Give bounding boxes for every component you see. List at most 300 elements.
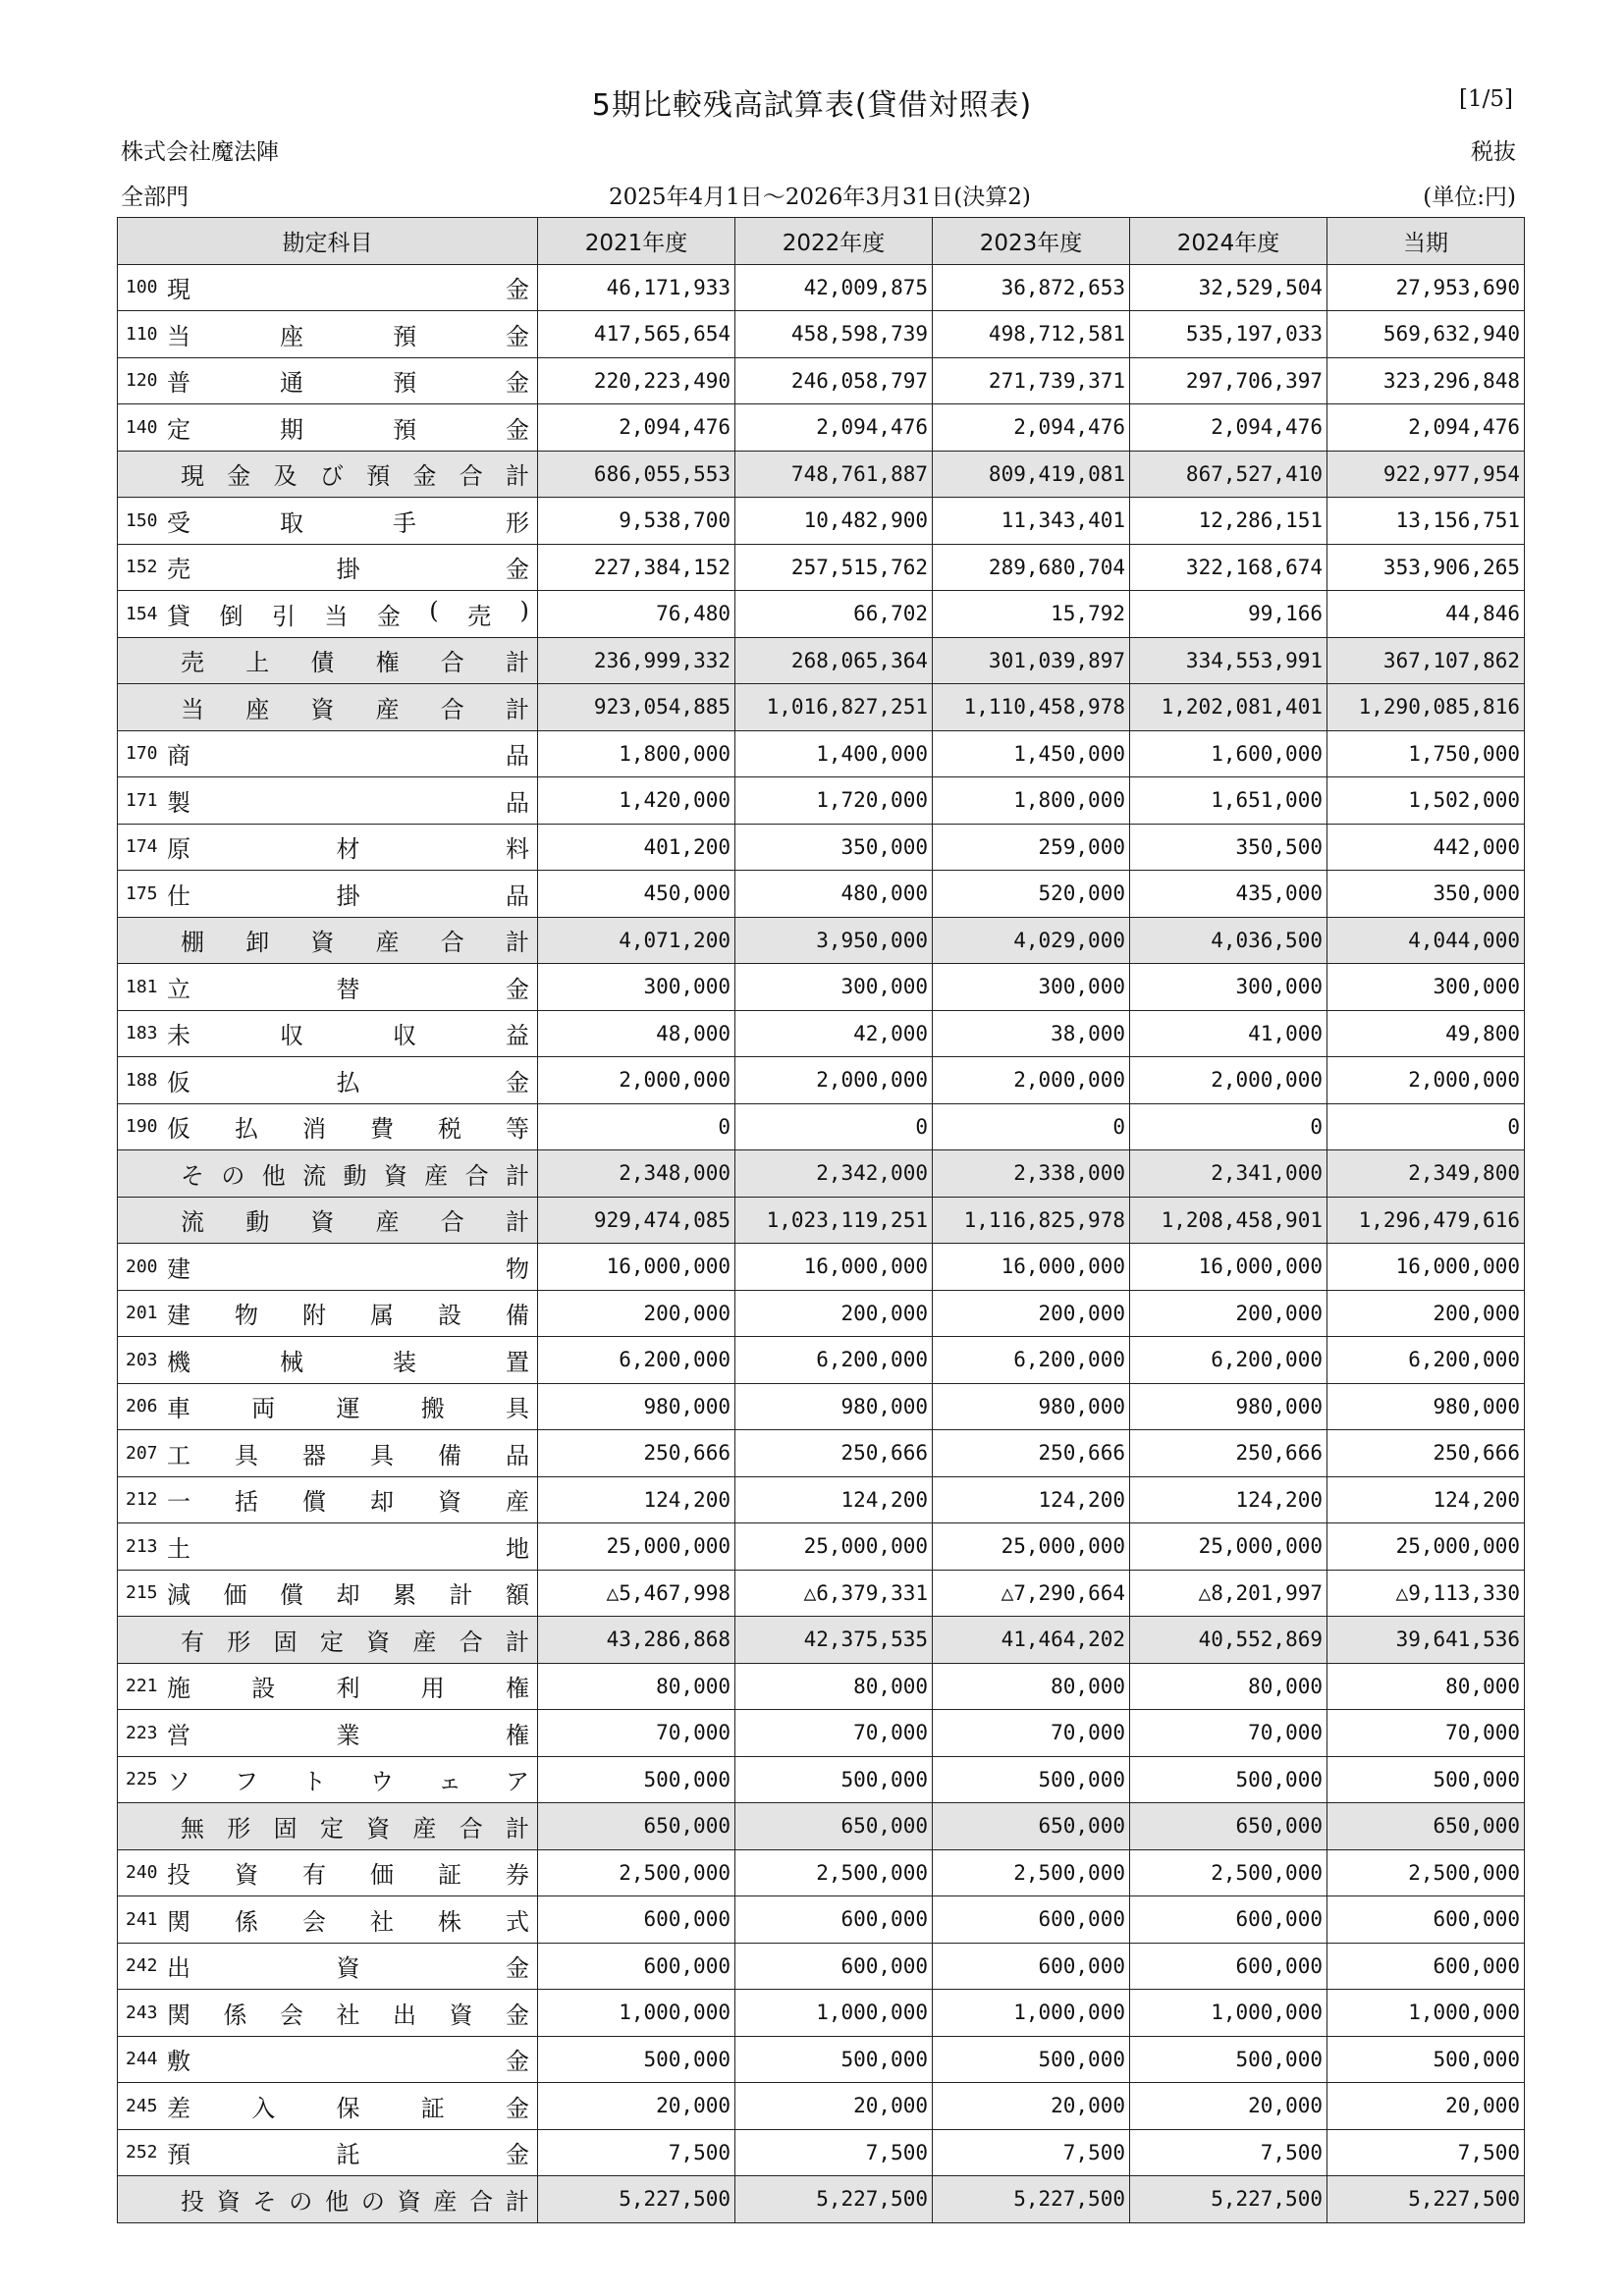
amount-cell: 5,227,500 [1327, 2176, 1525, 2223]
amount-cell: 0 [1327, 1103, 1525, 1150]
amount-cell: 27,953,690 [1327, 264, 1525, 311]
amount-cell: 80,000 [933, 1663, 1130, 1710]
account-name: 営 業 権 [167, 1721, 529, 1749]
account-code: 200 [126, 1255, 158, 1277]
currency-unit: (単位:円) [1423, 185, 1516, 210]
amount-cell: 2,000,000 [735, 1057, 933, 1104]
amount-cell: 500,000 [933, 1756, 1130, 1803]
account-cell [118, 2036, 538, 2083]
amount-cell: 6,200,000 [735, 1337, 933, 1384]
amount-cell: 1,296,479,616 [1327, 1197, 1525, 1244]
account-code: 240 [126, 1862, 158, 1884]
amount-cell: 322,168,674 [1130, 544, 1327, 591]
amount-cell: 25,000,000 [538, 1523, 735, 1571]
account-cell [118, 824, 538, 871]
table-row [118, 2129, 1525, 2176]
amount-cell: 353,906,265 [1327, 544, 1525, 591]
account-name: 関 係 会 社 出 資 金 [167, 2001, 529, 2029]
amount-cell: 2,000,000 [538, 1057, 735, 1104]
account-code: 203 [126, 1349, 158, 1370]
account-code: 110 [126, 323, 158, 345]
amount-cell: 500,000 [735, 1756, 933, 1803]
table-row [118, 1244, 1525, 1291]
amount-cell: 650,000 [933, 1803, 1130, 1850]
amount-cell: 2,500,000 [735, 1849, 933, 1896]
account-cell [118, 2129, 538, 2176]
account-code: 175 [126, 882, 158, 904]
amount-cell: 650,000 [735, 1803, 933, 1850]
amount-cell: 10,482,900 [735, 498, 933, 545]
report-title: 5期比較残高試算表(貸借対照表) [591, 88, 1033, 123]
account-name: 無 形 固 定 資 産 合 計 [181, 1814, 529, 1842]
amount-cell: 980,000 [1130, 1383, 1327, 1430]
amount-cell: 220,223,490 [538, 357, 735, 404]
amount-cell: 250,666 [538, 1430, 735, 1477]
column-header-2024: 2024年度 [1130, 218, 1327, 265]
account-cell [118, 1803, 538, 1850]
account-code: 170 [126, 743, 158, 765]
amount-cell: 42,375,535 [735, 1617, 933, 1664]
amount-cell: 1,290,085,816 [1327, 684, 1525, 731]
amount-cell: 300,000 [1327, 964, 1525, 1011]
amount-cell: 48,000 [538, 1010, 735, 1057]
amount-cell: 1,023,119,251 [735, 1197, 933, 1244]
account-cell [118, 871, 538, 918]
account-name: 車 両 運 搬 具 [167, 1395, 529, 1423]
amount-cell: △7,290,664 [933, 1570, 1130, 1617]
amount-cell: 600,000 [1327, 1943, 1525, 1990]
account-name: 受 取 手 形 [167, 508, 529, 537]
account-code: 212 [126, 1489, 158, 1511]
subtotal-row [118, 917, 1525, 964]
amount-cell: 2,094,476 [538, 404, 735, 452]
account-name: 立 替 金 [167, 975, 529, 1003]
account-cell [118, 637, 538, 684]
amount-cell: 6,200,000 [933, 1337, 1130, 1384]
column-header-2021: 2021年度 [538, 218, 735, 265]
amount-cell: 980,000 [933, 1383, 1130, 1430]
account-name: 施 設 利 用 権 [167, 1675, 529, 1703]
account-cell [118, 1383, 538, 1430]
amount-cell: 1,016,827,251 [735, 684, 933, 731]
table-row [118, 1383, 1525, 1430]
account-cell [118, 2083, 538, 2130]
account-cell [118, 264, 538, 311]
table-row [118, 1849, 1525, 1896]
table-row [118, 964, 1525, 1011]
amount-cell: 25,000,000 [1130, 1523, 1327, 1571]
column-header-2023: 2023年度 [933, 218, 1130, 265]
column-header-account: 勘定科目 [118, 218, 538, 265]
amount-cell: 2,500,000 [1327, 1849, 1525, 1896]
amount-cell: 5,227,500 [538, 2176, 735, 2223]
amount-cell: 0 [538, 1103, 735, 1150]
amount-cell: 32,529,504 [1130, 264, 1327, 311]
amount-cell: 600,000 [538, 1943, 735, 1990]
amount-cell: 7,500 [735, 2129, 933, 2176]
subtotal-row [118, 684, 1525, 731]
account-code: 154 [126, 603, 158, 624]
amount-cell: 600,000 [735, 1896, 933, 1944]
table-row [118, 1057, 1525, 1104]
amount-cell: 16,000,000 [1130, 1244, 1327, 1291]
amount-cell: 250,666 [1327, 1430, 1525, 1477]
amount-cell: 2,341,000 [1130, 1150, 1327, 1198]
amount-cell: 36,872,653 [933, 264, 1130, 311]
account-cell [118, 1570, 538, 1617]
amount-cell: 1,420,000 [538, 777, 735, 825]
account-name: 仮 払 金 [167, 1068, 529, 1096]
amount-cell: 38,000 [933, 1010, 1130, 1057]
account-cell [118, 1244, 538, 1291]
amount-cell: 9,538,700 [538, 498, 735, 545]
amount-cell: 99,166 [1130, 591, 1327, 638]
amount-cell: 922,977,954 [1327, 451, 1525, 498]
amount-cell: 929,474,085 [538, 1197, 735, 1244]
amount-cell: 4,071,200 [538, 917, 735, 964]
account-name: 商 品 [167, 742, 529, 771]
amount-cell: 1,000,000 [735, 1990, 933, 2037]
amount-cell: 257,515,762 [735, 544, 933, 591]
account-cell [118, 544, 538, 591]
amount-cell: 600,000 [933, 1896, 1130, 1944]
amount-cell: 76,480 [538, 591, 735, 638]
amount-cell: 2,500,000 [538, 1849, 735, 1896]
amount-cell: 16,000,000 [735, 1244, 933, 1291]
account-name: 製 品 [167, 788, 529, 817]
account-code: 150 [126, 509, 158, 531]
amount-cell: 16,000,000 [1327, 1244, 1525, 1291]
amount-cell: 6,200,000 [538, 1337, 735, 1384]
amount-cell: 12,286,151 [1130, 498, 1327, 545]
amount-cell: 401,200 [538, 824, 735, 871]
amount-cell: 66,702 [735, 591, 933, 638]
table-header-row [118, 218, 1525, 265]
account-name: 原 材 料 [167, 835, 529, 864]
account-code: 181 [126, 976, 158, 997]
amount-cell: 4,044,000 [1327, 917, 1525, 964]
amount-cell: 39,641,536 [1327, 1617, 1525, 1664]
account-cell [118, 498, 538, 545]
table-row [118, 1990, 1525, 2037]
amount-cell: 268,065,364 [735, 637, 933, 684]
amount-cell: 600,000 [538, 1896, 735, 1944]
amount-cell: 980,000 [1327, 1383, 1525, 1430]
amount-cell: 980,000 [538, 1383, 735, 1430]
amount-cell: 289,680,704 [933, 544, 1130, 591]
table-row [118, 1710, 1525, 1757]
table-row [118, 357, 1525, 404]
table-row [118, 2083, 1525, 2130]
amount-cell: 2,000,000 [1130, 1057, 1327, 1104]
account-cell [118, 684, 538, 731]
amount-cell: 650,000 [1327, 1803, 1525, 1850]
account-code: 244 [126, 2049, 158, 2070]
amount-cell: 20,000 [538, 2083, 735, 2130]
amount-cell: 2,000,000 [1327, 1057, 1525, 1104]
amount-cell: 13,156,751 [1327, 498, 1525, 545]
account-code: 188 [126, 1069, 158, 1091]
account-cell [118, 1896, 538, 1944]
amount-cell: 41,464,202 [933, 1617, 1130, 1664]
amount-cell: 25,000,000 [735, 1523, 933, 1571]
subtotal-row [118, 1197, 1525, 1244]
account-cell [118, 1290, 538, 1337]
column-header-2022: 2022年度 [735, 218, 933, 265]
amount-cell: 2,338,000 [933, 1150, 1130, 1198]
amount-cell: 80,000 [1130, 1663, 1327, 1710]
account-name: 投 資 有 価 証 券 [167, 1861, 529, 1890]
amount-cell: 250,666 [933, 1430, 1130, 1477]
account-code: 207 [126, 1442, 158, 1464]
amount-cell: 500,000 [1130, 2036, 1327, 2083]
account-code: 100 [126, 277, 158, 298]
account-cell [118, 1990, 538, 2037]
amount-cell: 200,000 [538, 1290, 735, 1337]
amount-cell: 200,000 [1327, 1290, 1525, 1337]
table-row [118, 777, 1525, 825]
table-row [118, 1010, 1525, 1057]
account-name: 差 入 保 証 金 [167, 2094, 529, 2122]
amount-cell: 2,000,000 [933, 1057, 1130, 1104]
account-name: 仕 掛 品 [167, 881, 529, 910]
subtotal-row [118, 1150, 1525, 1198]
account-cell [118, 1849, 538, 1896]
amount-cell: 480,000 [735, 871, 933, 918]
account-cell [118, 451, 538, 498]
amount-cell: 42,000 [735, 1010, 933, 1057]
amount-cell: 350,500 [1130, 824, 1327, 871]
amount-cell: 500,000 [538, 1756, 735, 1803]
table-row [118, 871, 1525, 918]
amount-cell: 44,846 [1327, 591, 1525, 638]
amount-cell: 70,000 [538, 1710, 735, 1757]
account-name: 貸 倒 引 当 金 ( 売 ) [167, 596, 529, 630]
account-code: 174 [126, 836, 158, 858]
amount-cell: 1,800,000 [933, 777, 1130, 825]
table-row [118, 1103, 1525, 1150]
account-cell [118, 357, 538, 404]
table-row [118, 591, 1525, 638]
amount-cell: 250,666 [1130, 1430, 1327, 1477]
amount-cell: 535,197,033 [1130, 311, 1327, 358]
account-cell [118, 1710, 538, 1757]
account-code: 213 [126, 1535, 158, 1557]
amount-cell: 748,761,887 [735, 451, 933, 498]
amount-cell: 1,110,458,978 [933, 684, 1130, 731]
column-header-current: 当期 [1327, 218, 1525, 265]
amount-cell: 124,200 [538, 1476, 735, 1523]
account-cell [118, 964, 538, 1011]
account-name: 敷 金 [167, 2048, 529, 2076]
account-name: 工 具 器 具 備 品 [167, 1441, 529, 1469]
account-name: 定 期 預 金 [167, 415, 529, 444]
account-name: 当 座 預 金 [167, 322, 529, 350]
account-code: 242 [126, 1955, 158, 1977]
account-cell [118, 404, 538, 452]
amount-cell: 1,800,000 [538, 730, 735, 777]
amount-cell: 80,000 [735, 1663, 933, 1710]
amount-cell: 1,000,000 [933, 1990, 1130, 2037]
account-name: 未 収 収 益 [167, 1022, 529, 1050]
account-name: 出 資 金 [167, 1954, 529, 1983]
amount-cell: 16,000,000 [933, 1244, 1130, 1291]
amount-cell: 809,419,081 [933, 451, 1130, 498]
amount-cell: 3,950,000 [735, 917, 933, 964]
account-name: 流 動 資 産 合 計 [181, 1208, 529, 1237]
amount-cell: 4,029,000 [933, 917, 1130, 964]
account-cell [118, 1057, 538, 1104]
amount-cell: 42,009,875 [735, 264, 933, 311]
amount-cell: 1,750,000 [1327, 730, 1525, 777]
account-cell [118, 1476, 538, 1523]
amount-cell: 200,000 [735, 1290, 933, 1337]
amount-cell: 2,094,476 [933, 404, 1130, 452]
amount-cell: 300,000 [538, 964, 735, 1011]
amount-cell: 569,632,940 [1327, 311, 1525, 358]
account-name: 普 通 預 金 [167, 369, 529, 398]
amount-cell: 1,400,000 [735, 730, 933, 777]
amount-cell: 2,094,476 [735, 404, 933, 452]
amount-cell: 1,651,000 [1130, 777, 1327, 825]
amount-cell: 300,000 [1130, 964, 1327, 1011]
table-row [118, 264, 1525, 311]
amount-cell: 70,000 [933, 1710, 1130, 1757]
amount-cell: 1,450,000 [933, 730, 1130, 777]
table-row [118, 730, 1525, 777]
amount-cell: 500,000 [1327, 2036, 1525, 2083]
amount-cell: 70,000 [1130, 1710, 1327, 1757]
account-code: 241 [126, 1908, 158, 1930]
account-code: 221 [126, 1676, 158, 1697]
amount-cell: 600,000 [1130, 1943, 1327, 1990]
table-row [118, 1523, 1525, 1571]
table-row [118, 404, 1525, 452]
account-name: 建 物 [167, 1255, 529, 1283]
amount-cell: 442,000 [1327, 824, 1525, 871]
amount-cell: 1,720,000 [735, 777, 933, 825]
subtotal-row [118, 1803, 1525, 1850]
account-code: 245 [126, 2095, 158, 2116]
amount-cell: 1,000,000 [538, 1990, 735, 2037]
amount-cell: 271,739,371 [933, 357, 1130, 404]
fiscal-period: 2025年4月1日～2026年3月31日(決算2) [609, 185, 1031, 210]
amount-cell: 867,527,410 [1130, 451, 1327, 498]
account-cell [118, 1617, 538, 1664]
amount-cell: 980,000 [735, 1383, 933, 1430]
table-row [118, 1570, 1525, 1617]
amount-cell: 43,286,868 [538, 1617, 735, 1664]
amount-cell: 1,502,000 [1327, 777, 1525, 825]
amount-cell: 200,000 [933, 1290, 1130, 1337]
amount-cell: 15,792 [933, 591, 1130, 638]
amount-cell: 923,054,885 [538, 684, 735, 731]
subtotal-row [118, 2176, 1525, 2223]
amount-cell: 367,107,862 [1327, 637, 1525, 684]
amount-cell: △5,467,998 [538, 1570, 735, 1617]
table-row [118, 544, 1525, 591]
amount-cell: 0 [1130, 1103, 1327, 1150]
amount-cell: △9,113,330 [1327, 1570, 1525, 1617]
subtotal-row [118, 451, 1525, 498]
table-row [118, 1430, 1525, 1477]
amount-cell: 450,000 [538, 871, 735, 918]
account-code: 140 [126, 416, 158, 438]
table-row [118, 824, 1525, 871]
page-indicator: [1/5] [1459, 86, 1513, 112]
amount-cell: 297,706,397 [1130, 357, 1327, 404]
account-name: 売 上 債 権 合 計 [181, 649, 529, 677]
amount-cell: 0 [933, 1103, 1130, 1150]
amount-cell: 20,000 [1327, 2083, 1525, 2130]
amount-cell: 7,500 [933, 2129, 1130, 2176]
amount-cell: 80,000 [1327, 1663, 1525, 1710]
amount-cell: 435,000 [1130, 871, 1327, 918]
account-cell [118, 1943, 538, 1990]
amount-cell: 6,200,000 [1130, 1337, 1327, 1384]
table-row [118, 2036, 1525, 2083]
amount-cell: 2,500,000 [1130, 1849, 1327, 1896]
account-name: ソ フ ト ウ ェ ア [167, 1768, 529, 1796]
amount-cell: 70,000 [1327, 1710, 1525, 1757]
subtotal-row [118, 637, 1525, 684]
amount-cell: 350,000 [1327, 871, 1525, 918]
amount-cell: 498,712,581 [933, 311, 1130, 358]
amount-cell: 301,039,897 [933, 637, 1130, 684]
amount-cell: 124,200 [933, 1476, 1130, 1523]
amount-cell: 458,598,739 [735, 311, 933, 358]
amount-cell: 200,000 [1130, 1290, 1327, 1337]
amount-cell: 40,552,869 [1130, 1617, 1327, 1664]
account-cell [118, 591, 538, 638]
amount-cell: 250,666 [735, 1430, 933, 1477]
subtotal-row [118, 1617, 1525, 1664]
account-code: 252 [126, 2142, 158, 2163]
account-cell [118, 917, 538, 964]
amount-cell: △6,379,331 [735, 1570, 933, 1617]
table-row [118, 1943, 1525, 1990]
amount-cell: 25,000,000 [933, 1523, 1130, 1571]
amount-cell: 236,999,332 [538, 637, 735, 684]
amount-cell: 124,200 [1130, 1476, 1327, 1523]
amount-cell: 350,000 [735, 824, 933, 871]
amount-cell: 124,200 [735, 1476, 933, 1523]
amount-cell: 20,000 [933, 2083, 1130, 2130]
company-name: 株式会社魔法陣 [121, 139, 279, 165]
amount-cell: 20,000 [735, 2083, 933, 2130]
account-code: 190 [126, 1116, 158, 1138]
amount-cell: 16,000,000 [538, 1244, 735, 1291]
account-name: そ の 他 流 動 資 産 合 計 [181, 1161, 529, 1190]
amount-cell: 1,208,458,901 [1130, 1197, 1327, 1244]
account-cell [118, 777, 538, 825]
account-cell [118, 1197, 538, 1244]
amount-cell: △8,201,997 [1130, 1570, 1327, 1617]
amount-cell: 600,000 [1327, 1896, 1525, 1944]
account-name: 売 掛 金 [167, 556, 529, 584]
amount-cell: 300,000 [933, 964, 1130, 1011]
account-name: 仮 払 消 費 税 等 [167, 1115, 529, 1144]
account-code: 183 [126, 1023, 158, 1044]
amount-cell: 41,000 [1130, 1010, 1327, 1057]
table-row [118, 1663, 1525, 1710]
amount-cell: 5,227,500 [933, 2176, 1130, 2223]
table-row [118, 1476, 1525, 1523]
amount-cell: 7,500 [1327, 2129, 1525, 2176]
account-name: 当 座 資 産 合 計 [181, 695, 529, 723]
amount-cell: 600,000 [735, 1943, 933, 1990]
amount-cell: 0 [735, 1103, 933, 1150]
